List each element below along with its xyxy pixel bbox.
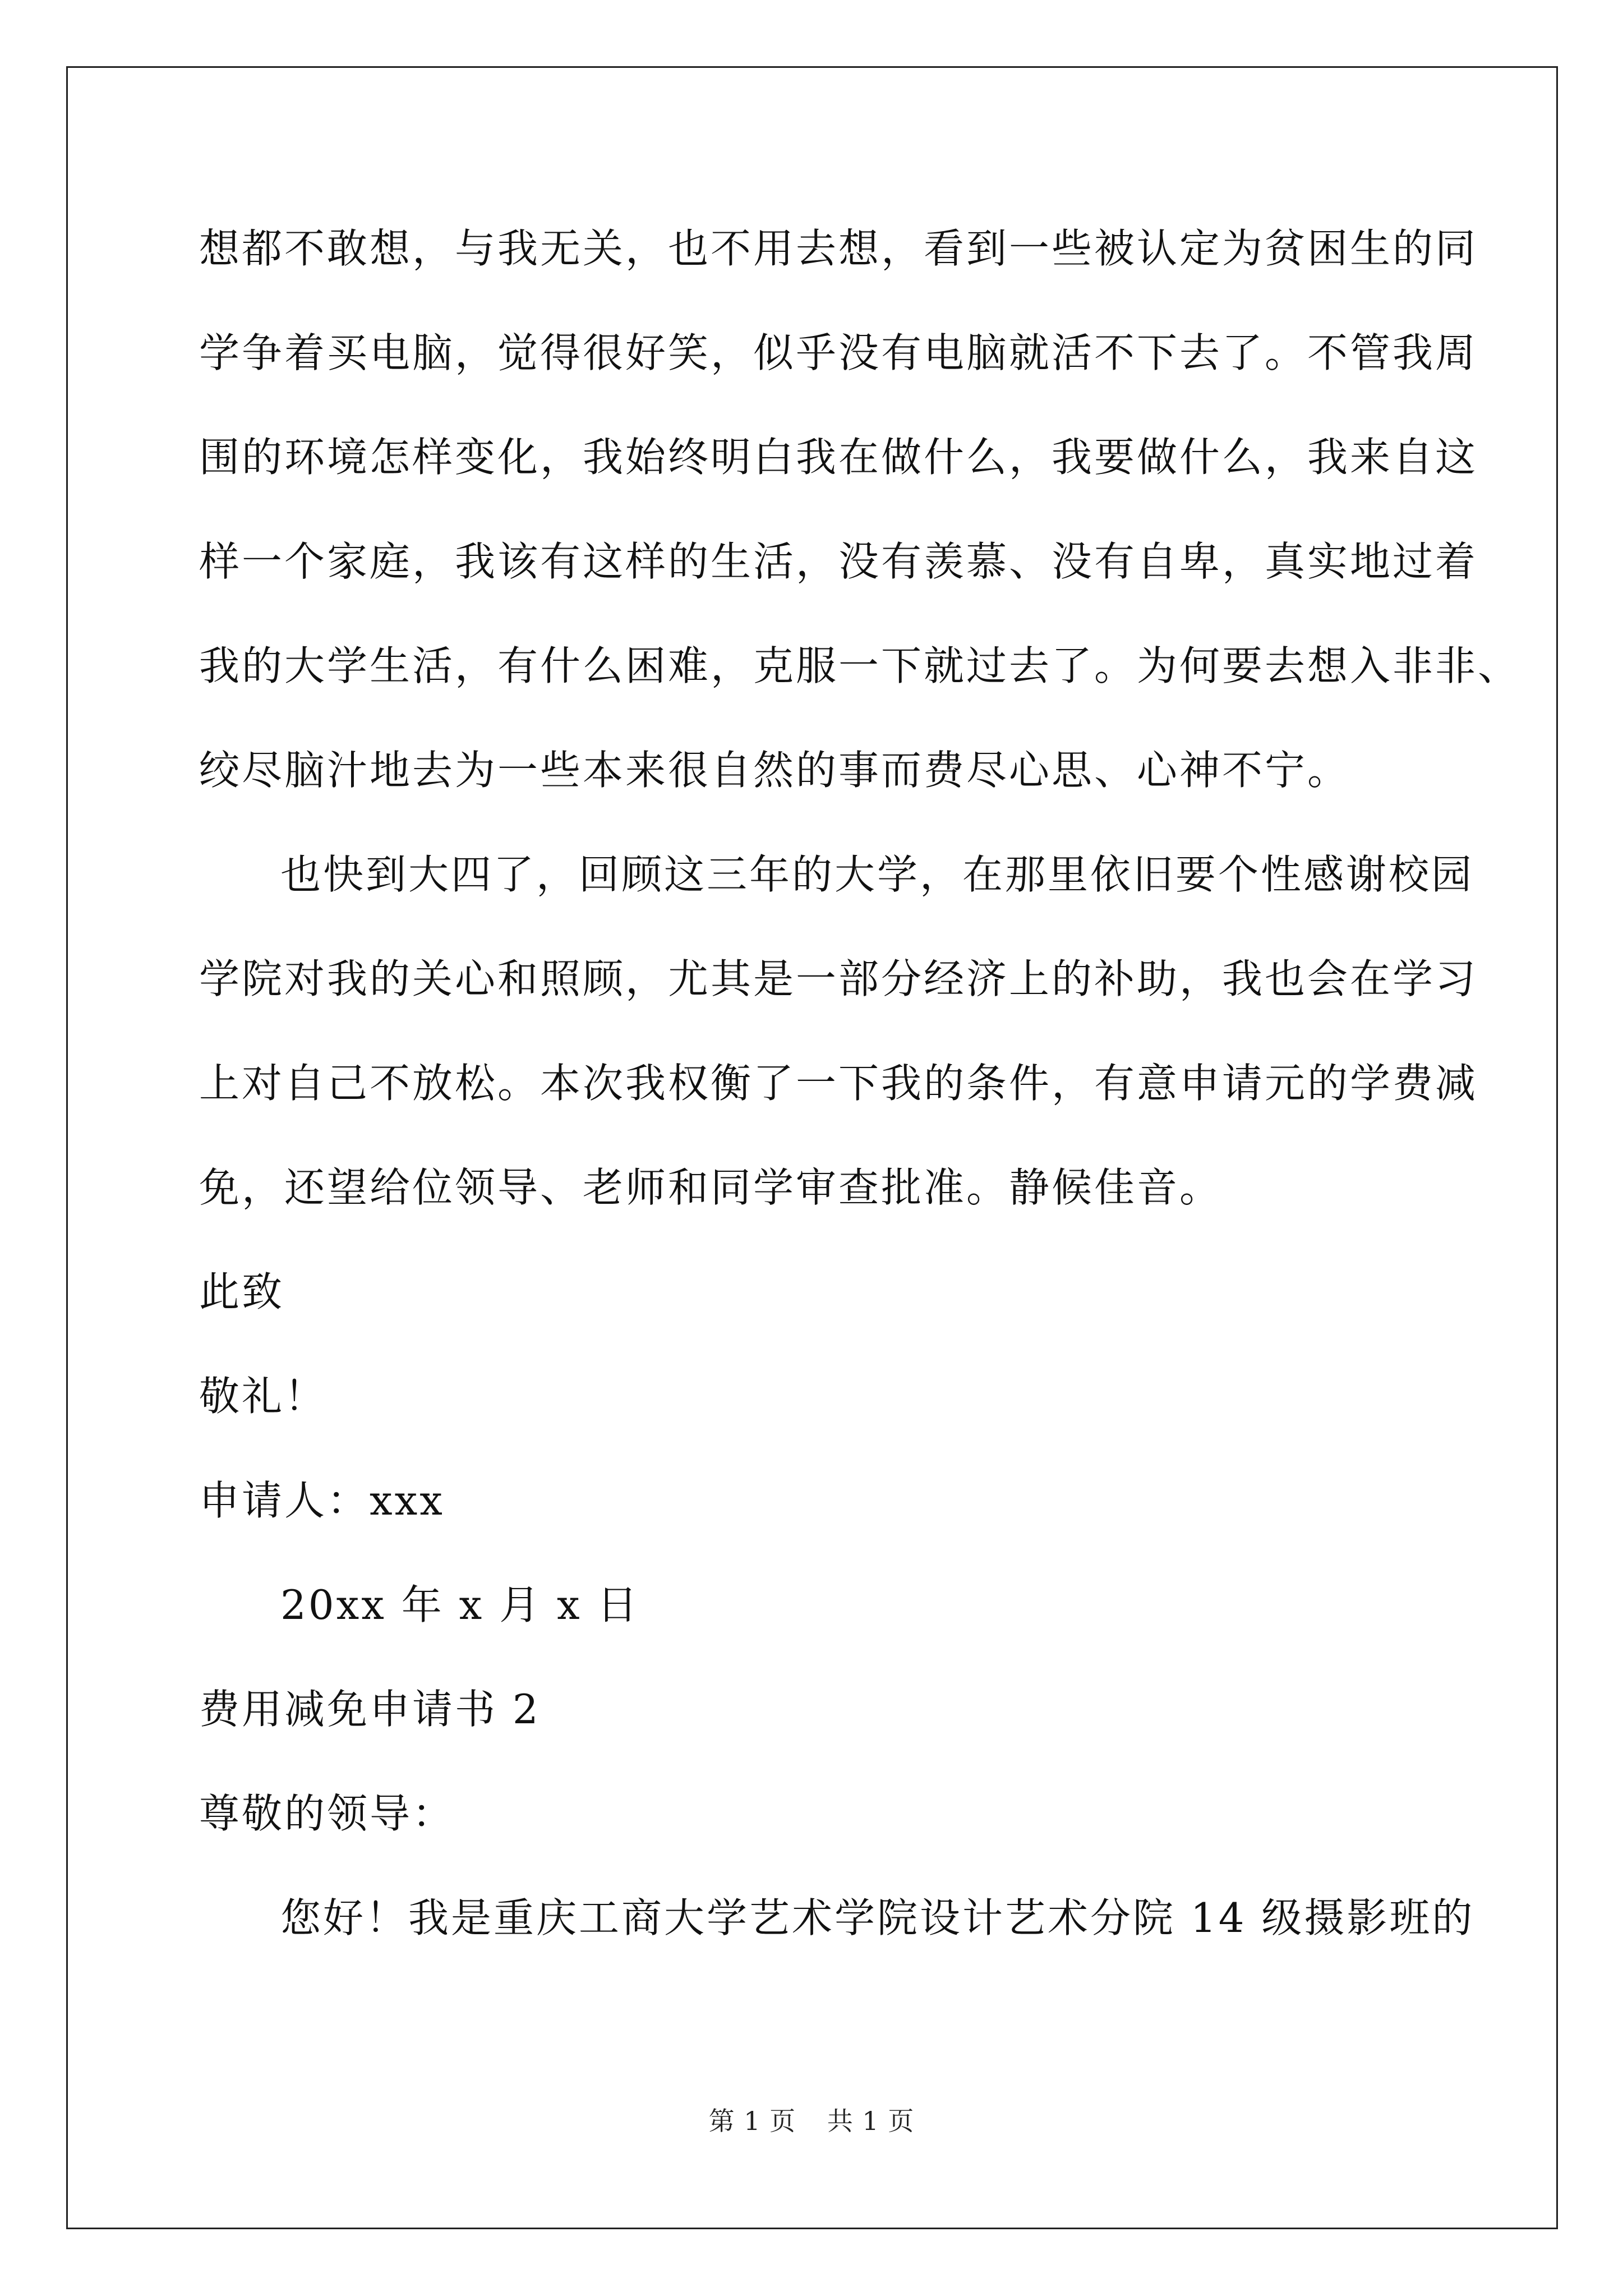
paragraph-line: 上对自己不放松。本次我权衡了一下我的条件，有意申请元的学费减 xyxy=(199,1060,1478,1107)
paragraph-line: 也快到大四了，回顾这三年的大学，在那里依旧要个性感谢校园 xyxy=(280,851,1474,898)
section-title: 费用减免申请书 2 xyxy=(199,1686,541,1733)
applicant-signature: 申请人：xxx xyxy=(199,1477,445,1524)
greeting-line: 尊敬的领导： xyxy=(199,1790,455,1837)
date-line: 20xx 年 x 月 x 日 xyxy=(280,1581,640,1628)
paragraph-line: 学院对我的关心和照顾，尤其是一部分经济上的补助，我也会在学习 xyxy=(199,955,1478,1002)
paragraph-line: 样一个家庭，我该有这样的生活，没有羡慕、没有自卑，真实地过着 xyxy=(199,538,1478,585)
paragraph-line: 您好！我是重庆工商大学艺术学院设计艺术分院 14 级摄影班的 xyxy=(280,1894,1475,1941)
paragraph-line: 我的大学生活，有什么困难，克服一下就过去了。为何要去想入非非、 xyxy=(199,642,1521,689)
paragraph-line: 围的环境怎样变化，我始终明白我在做什么，我要做什么，我来自这 xyxy=(199,434,1478,481)
document-body xyxy=(199,216,1521,1990)
closing-salutation: 此致 xyxy=(199,1268,285,1315)
page-footer xyxy=(0,2101,1623,2138)
paragraph-line: 绞尽脑汁地去为一些本来很自然的事而费尽心思、心神不宁。 xyxy=(199,747,1350,794)
paragraph-line: 学争着买电脑，觉得很好笑，似乎没有电脑就活不下去了。不管我周 xyxy=(199,329,1478,376)
page-total: 共 1 页 xyxy=(827,2106,915,2136)
page-number: 第 1 页 xyxy=(708,2106,796,2136)
closing-respect: 敬礼！ xyxy=(199,1373,328,1420)
paragraph-line: 免，还望给位领导、老师和同学审查批准。静候佳音。 xyxy=(199,1164,1223,1211)
paragraph-line: 想都不敢想，与我无关，也不用去想，看到一些被认定为贫困生的同 xyxy=(199,225,1478,272)
